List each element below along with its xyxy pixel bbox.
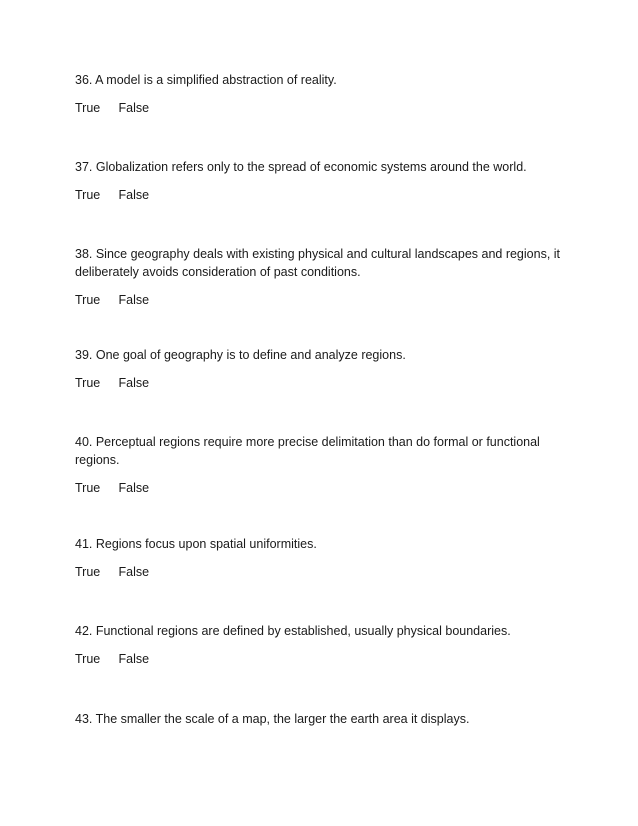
answer-choices [75,374,565,392]
question-41 [75,535,565,581]
choice-false: False [118,565,150,579]
question-40 [75,433,565,497]
choice-false: False [118,481,150,495]
question-text: 38. Since geography deals with existing physical and cultural landscapes and regions, it deliberately avoids consideration of past conditions. [75,247,561,279]
choice-true: True [75,293,101,307]
question-text: 41. Regions focus upon spatial uniformities. [75,537,317,551]
question-42 [75,622,565,668]
question-43 [75,710,565,728]
choice-false: False [118,293,150,307]
choice-false: False [118,188,150,202]
choice-true: True [75,188,101,202]
choice-false: False [118,652,150,666]
answer-choices [75,291,565,309]
choice-true: True [75,101,101,115]
answer-choices [75,186,565,204]
question-text: 36. A model is a simplified abstraction of reality. [75,73,337,87]
choice-false: False [118,376,150,390]
question-text: 43. The smaller the scale of a map, the larger the earth area it displays. [75,712,470,726]
question-38 [75,245,565,309]
answer-choices [75,650,565,668]
choice-true: True [75,376,101,390]
answer-choices [75,99,565,117]
question-39 [75,346,565,392]
choice-true: True [75,481,101,495]
question-37 [75,158,565,204]
choice-true: True [75,565,101,579]
question-36 [75,71,565,117]
answer-choices [75,563,565,581]
question-text: 42. Functional regions are defined by established, usually physical boundaries. [75,624,511,638]
question-text: 37. Globalization refers only to the spread of economic systems around the world. [75,160,527,174]
question-text: 40. Perceptual regions require more precise delimitation than do formal or functional regions. [75,435,540,467]
answer-choices [75,479,565,497]
question-text: 39. One goal of geography is to define and analyze regions. [75,348,406,362]
choice-false: False [118,101,150,115]
choice-true: True [75,652,101,666]
